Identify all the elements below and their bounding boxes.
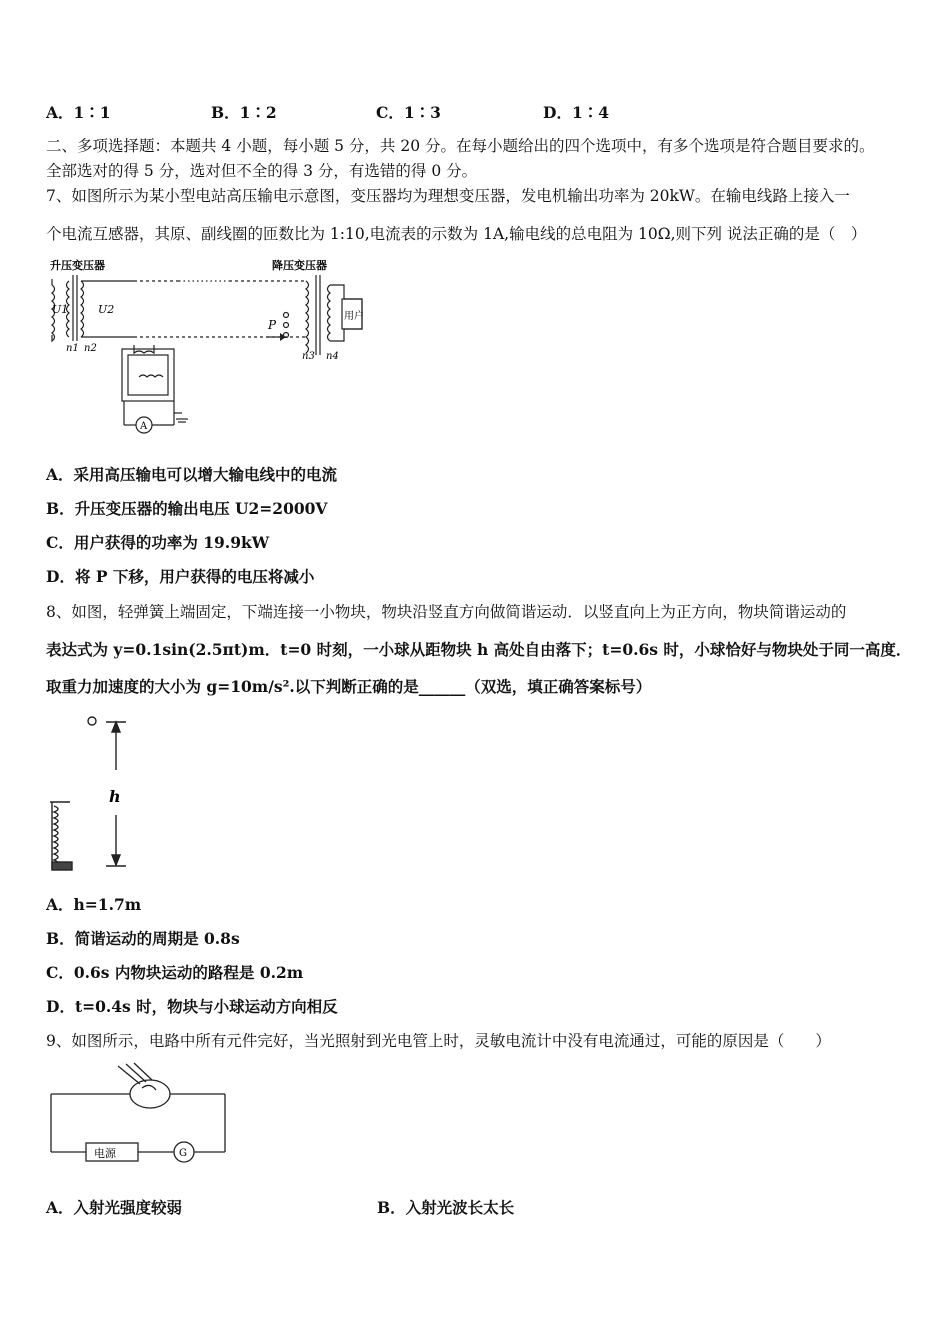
q6-option-b: B．1∶2: [211, 103, 277, 122]
q7-u1-label: U1: [52, 303, 69, 316]
q6-option-c: C．1∶3: [376, 103, 441, 122]
q8-option-c: C．0.6s 内物块运动的路程是 0.2m: [46, 963, 304, 982]
q9-option-b: B．入射光波长太长: [377, 1198, 515, 1217]
q7-u2-label: U2: [98, 303, 115, 316]
q7-ammeter-label: A: [140, 421, 148, 432]
q8-h-label: h: [109, 787, 121, 806]
q7-step-down-label: 降压变压器: [272, 259, 327, 272]
q7-n1-label: n1: [66, 343, 79, 354]
q8-spring-ball-diagram: [44, 710, 144, 875]
q8-stem-line3: 取重力加速度的大小为 g=10m/s².以下判断正确的是______（双选，填正确答案标号）: [46, 677, 652, 696]
q7-p-label: P: [268, 318, 277, 332]
q8-option-a: A．h=1.7m: [46, 895, 142, 914]
section2-line2: 全部选对的得 5 分，选对但不全的得 3 分，有选错的得 0 分。: [46, 162, 478, 180]
q7-option-c: C．用户获得的功率为 19.9kW: [46, 533, 270, 552]
q9-option-a: A．入射光强度较弱: [46, 1198, 183, 1217]
q6-option-a: A．1∶1: [46, 103, 111, 122]
q9-galvanometer-label: G: [179, 1148, 187, 1159]
q8-stem-line2: 表达式为 y=0.1sin(2.5πt)m．t=0 时刻，一小球从距物块 h 高处自由落下；t=0.6s 时，小球恰好与物块处于同一高度．: [46, 640, 912, 659]
q8-option-d: D．t=0.4s 时，物块与小球运动方向相反: [46, 997, 338, 1016]
q7-n4-label: n4: [326, 351, 339, 362]
q7-option-d: D．将 P 下移，用户获得的电压将减小: [46, 567, 315, 586]
q7-n2-label: n2: [84, 343, 97, 354]
q7-user-label: 用户: [344, 311, 364, 322]
q9-power-label: 电源: [94, 1147, 116, 1160]
q9-stem-line1: 9、如图所示，电路中所有元件完好，当光照射到光电管上时，灵敏电流计中没有电流通过，可能的原因是（ ）: [46, 1032, 831, 1050]
q7-option-a: A．采用高压输电可以增大输电线中的电流: [46, 465, 338, 484]
q9-photocell-circuit-diagram: [48, 1062, 233, 1167]
q7-stem-line1: 7、如图所示为某小型电站高压输电示意图，变压器均为理想变压器，发电机输出功率为 20kW。在输电线路上接入一: [46, 187, 850, 205]
q6-option-d: D．1∶4: [543, 103, 610, 122]
q8-stem-line1: 8、如图，轻弹簧上端固定，下端连接一小物块，物块沿竖直方向做简谐运动．以竖直向上为正方向，物块简谐运动的: [46, 603, 847, 621]
q7-n3-label: n3: [302, 351, 315, 362]
q7-transmission-diagram: [44, 255, 374, 440]
q7-step-up-label: 升压变压器: [50, 259, 105, 272]
q8-option-b: B．简谐运动的周期是 0.8s: [46, 929, 240, 948]
q7-stem-line2: 个电流互感器，其原、副线圈的匝数比为 1:10,电流表的示数为 1A,输电线的总电阻为 10Ω,则下列 说法正确的是（ ）: [46, 225, 867, 243]
section2-line1: 二、多项选择题：本题共 4 小题，每小题 5 分，共 20 分。在每小题给出的四个选项中，有多个选项是符合题目要求的。: [46, 137, 875, 155]
q7-option-b: B．升压变压器的输出电压 U2=2000V: [46, 499, 328, 518]
